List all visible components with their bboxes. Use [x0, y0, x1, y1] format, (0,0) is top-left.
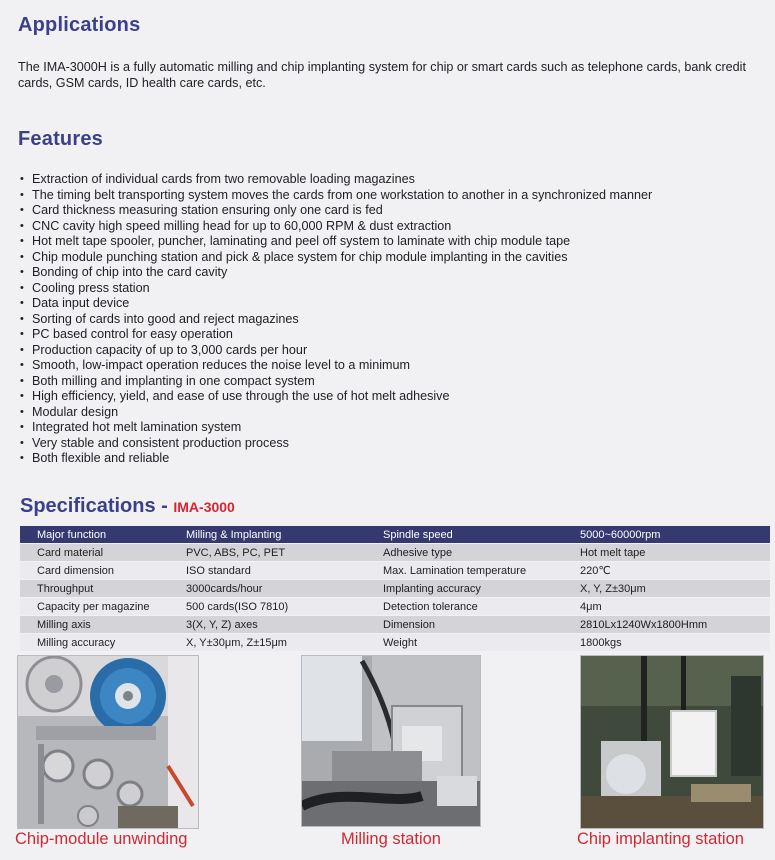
spec-value: Hot melt tape — [563, 544, 770, 562]
milling-station-image — [302, 656, 480, 826]
feature-item: • Bonding of chip into the card cavity — [18, 265, 770, 281]
spec-label: Major function — [20, 526, 169, 544]
features-list — [18, 172, 770, 467]
spec-label: Detection tolerance — [366, 598, 563, 616]
specifications-heading — [20, 495, 235, 518]
feature-item: • High efficiency, yield, and ease of use through the use of hot melt adhesive — [18, 389, 770, 405]
feature-item: • Extraction of individual cards from two removable loading magazines — [18, 172, 770, 188]
applications-text: The IMA-3000H is a fully automatic milling and chip implanting system for chip or smart cards such as telephone cards, bank credit cards, GSM cards, ID health care cards, etc. — [18, 60, 746, 90]
spec-value: 5000~60000rpm — [563, 526, 770, 544]
feature-item: • Both milling and implanting in one compact system — [18, 374, 770, 390]
spec-value: X, Y±30μm, Z±15μm — [169, 634, 366, 652]
chip-implanting-station-photo — [580, 655, 764, 829]
spec-label: Spindle speed — [366, 526, 563, 544]
feature-item: • Card thickness measuring station ensuring only one card is fed — [18, 203, 770, 219]
spec-label: Max. Lamination temperature — [366, 562, 563, 580]
spec-label: Milling axis — [20, 616, 169, 634]
milling-station-photo — [301, 655, 481, 827]
feature-item: • Production capacity of up to 3,000 cards per hour — [18, 343, 770, 359]
spec-label: Card material — [20, 544, 169, 562]
specifications-model: IMA-3000 — [173, 499, 235, 515]
feature-item: • Hot melt tape spooler, puncher, laminating and peel off system to laminate with chip module tape — [18, 234, 770, 250]
feature-item: • CNC cavity high speed milling head for up to 60,000 RPM & dust extraction — [18, 219, 770, 235]
feature-item: • Modular design — [18, 405, 770, 421]
applications-heading: Applications — [18, 14, 141, 36]
photo-caption: Chip-module unwinding — [15, 830, 188, 848]
feature-item: • Both flexible and reliable — [18, 451, 770, 467]
spec-label: Card dimension — [20, 562, 169, 580]
specifications-table — [20, 526, 770, 652]
spec-row — [20, 544, 770, 562]
spec-row — [20, 526, 770, 544]
spec-row — [20, 598, 770, 616]
spec-value: 2810Lx1240Wx1800Hmm — [563, 616, 770, 634]
spec-label: Milling accuracy — [20, 634, 169, 652]
spec-label: Weight — [366, 634, 563, 652]
feature-item: • Cooling press station — [18, 281, 770, 297]
specifications-title: Specifications - — [20, 495, 174, 517]
spec-value: X, Y, Z±30μm — [563, 580, 770, 598]
spec-value: 3(X, Y, Z) axes — [169, 616, 366, 634]
spec-label: Implanting accuracy — [366, 580, 563, 598]
features-heading: Features — [18, 128, 103, 150]
spec-value: 3000cards/hour — [169, 580, 366, 598]
spec-label: Dimension — [366, 616, 563, 634]
spec-label: Capacity per magazine — [20, 598, 169, 616]
feature-item: • Smooth, low-impact operation reduces the noise level to a minimum — [18, 358, 770, 374]
spec-row — [20, 580, 770, 598]
spec-value: 220℃ — [563, 562, 770, 580]
spec-row — [20, 616, 770, 634]
spec-value: 4μm — [563, 598, 770, 616]
spec-value: ISO standard — [169, 562, 366, 580]
feature-item: • Chip module punching station and pick & place system for chip module implanting in the cavities — [18, 250, 770, 266]
photo-caption: Chip implanting station — [577, 830, 744, 848]
spec-row — [20, 562, 770, 580]
feature-item: • Very stable and consistent production process — [18, 436, 770, 452]
feature-item: • Integrated hot melt lamination system — [18, 420, 770, 436]
spec-value: 500 cards(ISO 7810) — [169, 598, 366, 616]
spec-value: 1800kgs — [563, 634, 770, 652]
photo-caption: Milling station — [341, 830, 441, 848]
feature-item: • Data input device — [18, 296, 770, 312]
spec-label: Adhesive type — [366, 544, 563, 562]
spec-row — [20, 634, 770, 652]
spec-label: Throughput — [20, 580, 169, 598]
feature-item: • Sorting of cards into good and reject magazines — [18, 312, 770, 328]
chip-module-unwinding-image — [18, 656, 198, 828]
spec-value: Milling & Implanting — [169, 526, 366, 544]
chip-module-unwinding-photo — [17, 655, 199, 829]
spec-value: PVC, ABS, PC, PET — [169, 544, 366, 562]
feature-item: • PC based control for easy operation — [18, 327, 770, 343]
feature-item: • The timing belt transporting system moves the cards from one workstation to another in a synchronized manner — [18, 188, 770, 204]
chip-implanting-station-image — [581, 656, 763, 828]
